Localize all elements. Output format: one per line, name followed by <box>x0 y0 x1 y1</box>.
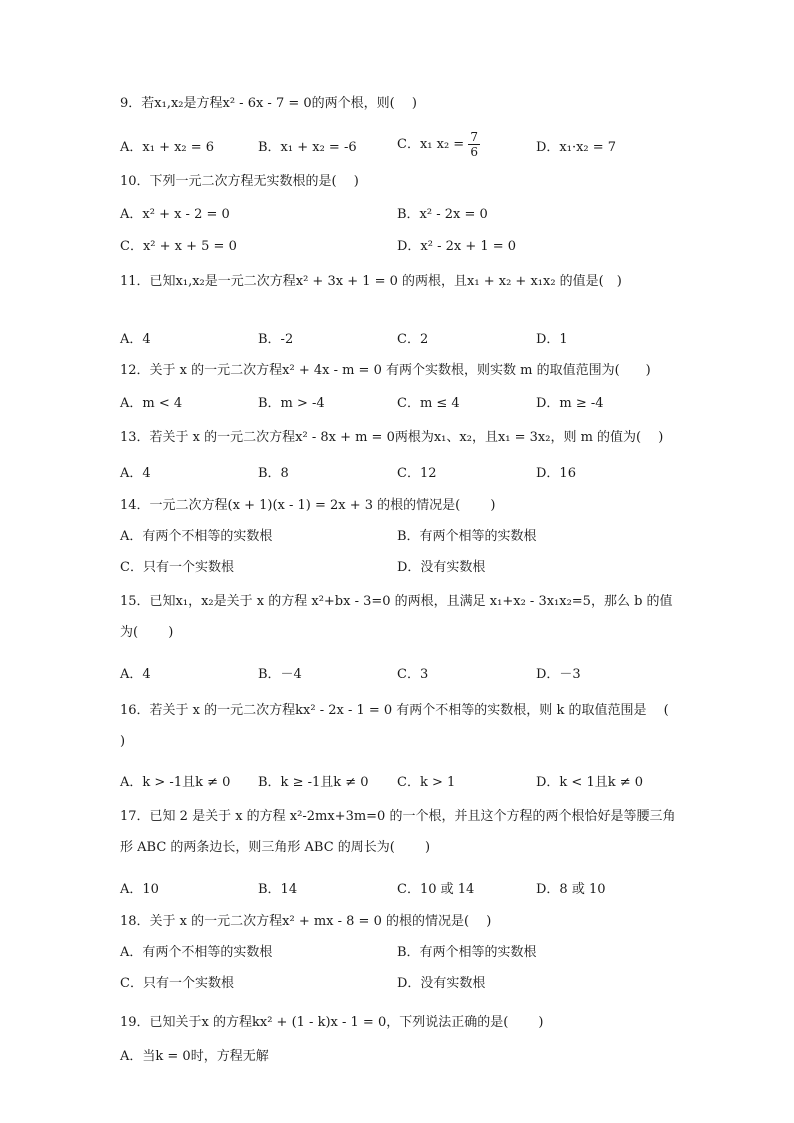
question-18-option-a: A．有两个不相等的实数根 <box>120 945 273 960</box>
question-12-stem: 12．关于 x 的一元二次方程x² + 4x - m = 0 有两个实数根，则实数 m 的取值范围为( ) <box>120 363 651 378</box>
question-12-option-d: D．m ≥ -4 <box>536 396 604 411</box>
question-12-option-c: C．m ≤ 4 <box>397 396 460 411</box>
question-13-option-a: A．4 <box>120 466 151 481</box>
question-14-stem: 14．一元二次方程(x + 1)(x - 1) = 2x + 3 的根的情况是( ) <box>120 498 496 513</box>
question-19-stem: 19．已知关于x 的方程kx² + (1 - k)x - 1 = 0，下列说法正确的是( ) <box>120 1015 544 1030</box>
question-9-option-d: D．x₁·x₂ = 7 <box>536 140 617 155</box>
question-13-option-b: B．8 <box>258 466 289 481</box>
question-18-option-d: D．没有实数根 <box>397 976 486 991</box>
question-13-stem: 13．若关于 x 的一元二次方程x² - 8x + m = 0两根为x₁、x₂，且x₁ = 3x₂，则 m 的值为( ) <box>120 430 664 445</box>
question-10-option-b: B．x² - 2x = 0 <box>397 207 488 222</box>
question-15-option-b: B．－4 <box>258 667 302 682</box>
question-10-option-c: C．x² + x + 5 = 0 <box>120 239 237 254</box>
question-17-option-c: C．10 或 14 <box>397 882 475 897</box>
fraction-numerator: 7 <box>470 130 478 144</box>
question-9-option-b: B．x₁ + x₂ = -6 <box>258 140 357 155</box>
question-10-option-d: D．x² - 2x + 1 = 0 <box>397 239 517 254</box>
question-18-stem: 18．关于 x 的一元二次方程x² + mx - 8 = 0 的根的情况是( ) <box>120 914 492 929</box>
question-18-option-b: B．有两个相等的实数根 <box>397 945 537 960</box>
question-11-option-a: A．4 <box>120 332 151 347</box>
question-18-option-c: C．只有一个实数根 <box>120 976 234 991</box>
question-14-option-c: C．只有一个实数根 <box>120 560 234 575</box>
fraction-denominator: 6 <box>470 145 478 159</box>
question-14-option-a: A．有两个不相等的实数根 <box>120 529 273 544</box>
question-17-option-d: D．8 或 10 <box>536 882 606 897</box>
question-14-option-d: D．没有实数根 <box>397 560 486 575</box>
question-16-stem: 16．若关于 x 的一元二次方程kx² - 2x - 1 = 0 有两个不相等的实数根，则 k 的取值范围是 ( ) <box>120 703 686 749</box>
question-10-option-a: A．x² + x - 2 = 0 <box>120 207 230 222</box>
question-17-option-a: A．10 <box>120 882 159 897</box>
question-16-option-d: D．k < 1且k ≠ 0 <box>536 775 644 790</box>
question-11-option-c: C．2 <box>397 332 429 347</box>
question-9-stem: 9．若x₁,x₂是方程x² - 6x - 7 = 0的两个根，则( ) <box>120 96 417 111</box>
question-16-option-a: A．k > -1且k ≠ 0 <box>120 775 231 790</box>
question-9-option-c-label: C．x₁ x₂ = <box>397 137 469 152</box>
question-11-option-d: D．1 <box>536 332 568 347</box>
question-12-option-b: B．m > -4 <box>258 396 325 411</box>
question-9-option-a: A．x₁ + x₂ = 6 <box>120 140 215 155</box>
question-14-option-b: B．有两个相等的实数根 <box>397 529 537 544</box>
question-19-option-a: A．当k = 0时，方程无解 <box>120 1049 269 1064</box>
question-12-option-a: A．m < 4 <box>120 396 183 411</box>
question-9-option-c <box>397 130 480 159</box>
question-15-option-c: C．3 <box>397 667 429 682</box>
question-11-option-b: B．-2 <box>258 332 294 347</box>
question-13-option-c: C．12 <box>397 466 437 481</box>
question-16-option-b: B．k ≥ -1且k ≠ 0 <box>258 775 369 790</box>
question-15-option-d: D．－3 <box>536 667 581 682</box>
question-11-stem: 11．已知x₁,x₂是一元二次方程x² + 3x + 1 = 0 的两根，且x₁ + x₂ + x₁x₂ 的值是( ) <box>120 274 622 289</box>
question-15-stem: 15．已知x₁，x₂是关于 x 的方程 x²+bx - 3=0 的两根，且满足 x₁+x₂ - 3x₁x₂=5，那么 b 的值为( ) <box>120 594 673 640</box>
question-16-option-c: C．k > 1 <box>397 775 456 790</box>
question-10-stem: 10．下列一元二次方程无实数根的是( ) <box>120 174 359 189</box>
fraction <box>468 130 480 159</box>
question-17-stem: 17．已知 2 是关于 x 的方程 x²-2mx+3m=0 的一个根，并且这个方程的两个根恰好是等腰三角形 ABC 的两条边长，则三角形 ABC 的周长为( ) <box>120 809 676 855</box>
question-17-option-b: B．14 <box>258 882 298 897</box>
question-15-option-a: A．4 <box>120 667 151 682</box>
question-13-option-d: D．16 <box>536 466 576 481</box>
